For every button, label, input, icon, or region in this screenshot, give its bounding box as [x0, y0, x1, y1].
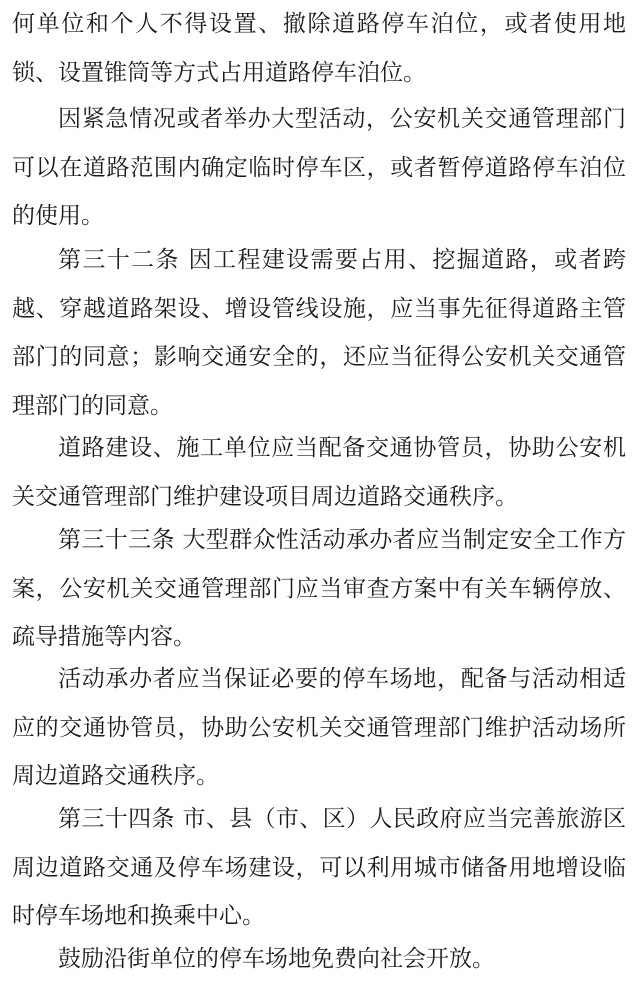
paragraph-construction-coordinators: 道路建设、施工单位应当配备交通协管员，协助公安机关交通管理部门维护建设项目周边道路交通秩序。 — [12, 435, 626, 510]
paragraph-continuation: 何单位和个人不得设置、撤除道路停车泊位，或者使用地锁、设置锥筒等方式占用道路停车泊位。 — [12, 11, 626, 86]
paragraph-free-parking: 鼓励沿街单位的停车场地免费向社会开放。 — [58, 946, 495, 972]
paragraph-event-organizer: 活动承办者应当保证必要的停车场地，配备与活动相适应的交通协管员，协助公安机关交通管理部门维护活动场所周边道路交通秩序。 — [12, 666, 626, 790]
paragraph-article-34: 第三十四条 市、县（市、区）人民政府应当完善旅游区周边道路交通及停车场建设，可以利用城市储备用地增设临时停车场地和换乘中心。 — [12, 806, 626, 930]
paragraph-article-33: 第三十三条 大型群众性活动承办者应当制定安全工作方案，公安机关交通管理部门应当审查方案中有关车辆停放、疏导措施等内容。 — [12, 527, 626, 651]
paragraph-article-32: 第三十二条 因工程建设需要占用、挖掘道路，或者跨越、穿越道路架设、增设管线设施，应当事先征得道路主管部门的同意；影响交通安全的，还应当征得公安机关交通管理部门的同意。 — [12, 247, 626, 419]
paragraph-emergency-parking: 因紧急情况或者举办大型活动，公安机关交通管理部门可以在道路范围内确定临时停车区，或者暂停道路停车泊位的使用。 — [12, 106, 626, 230]
